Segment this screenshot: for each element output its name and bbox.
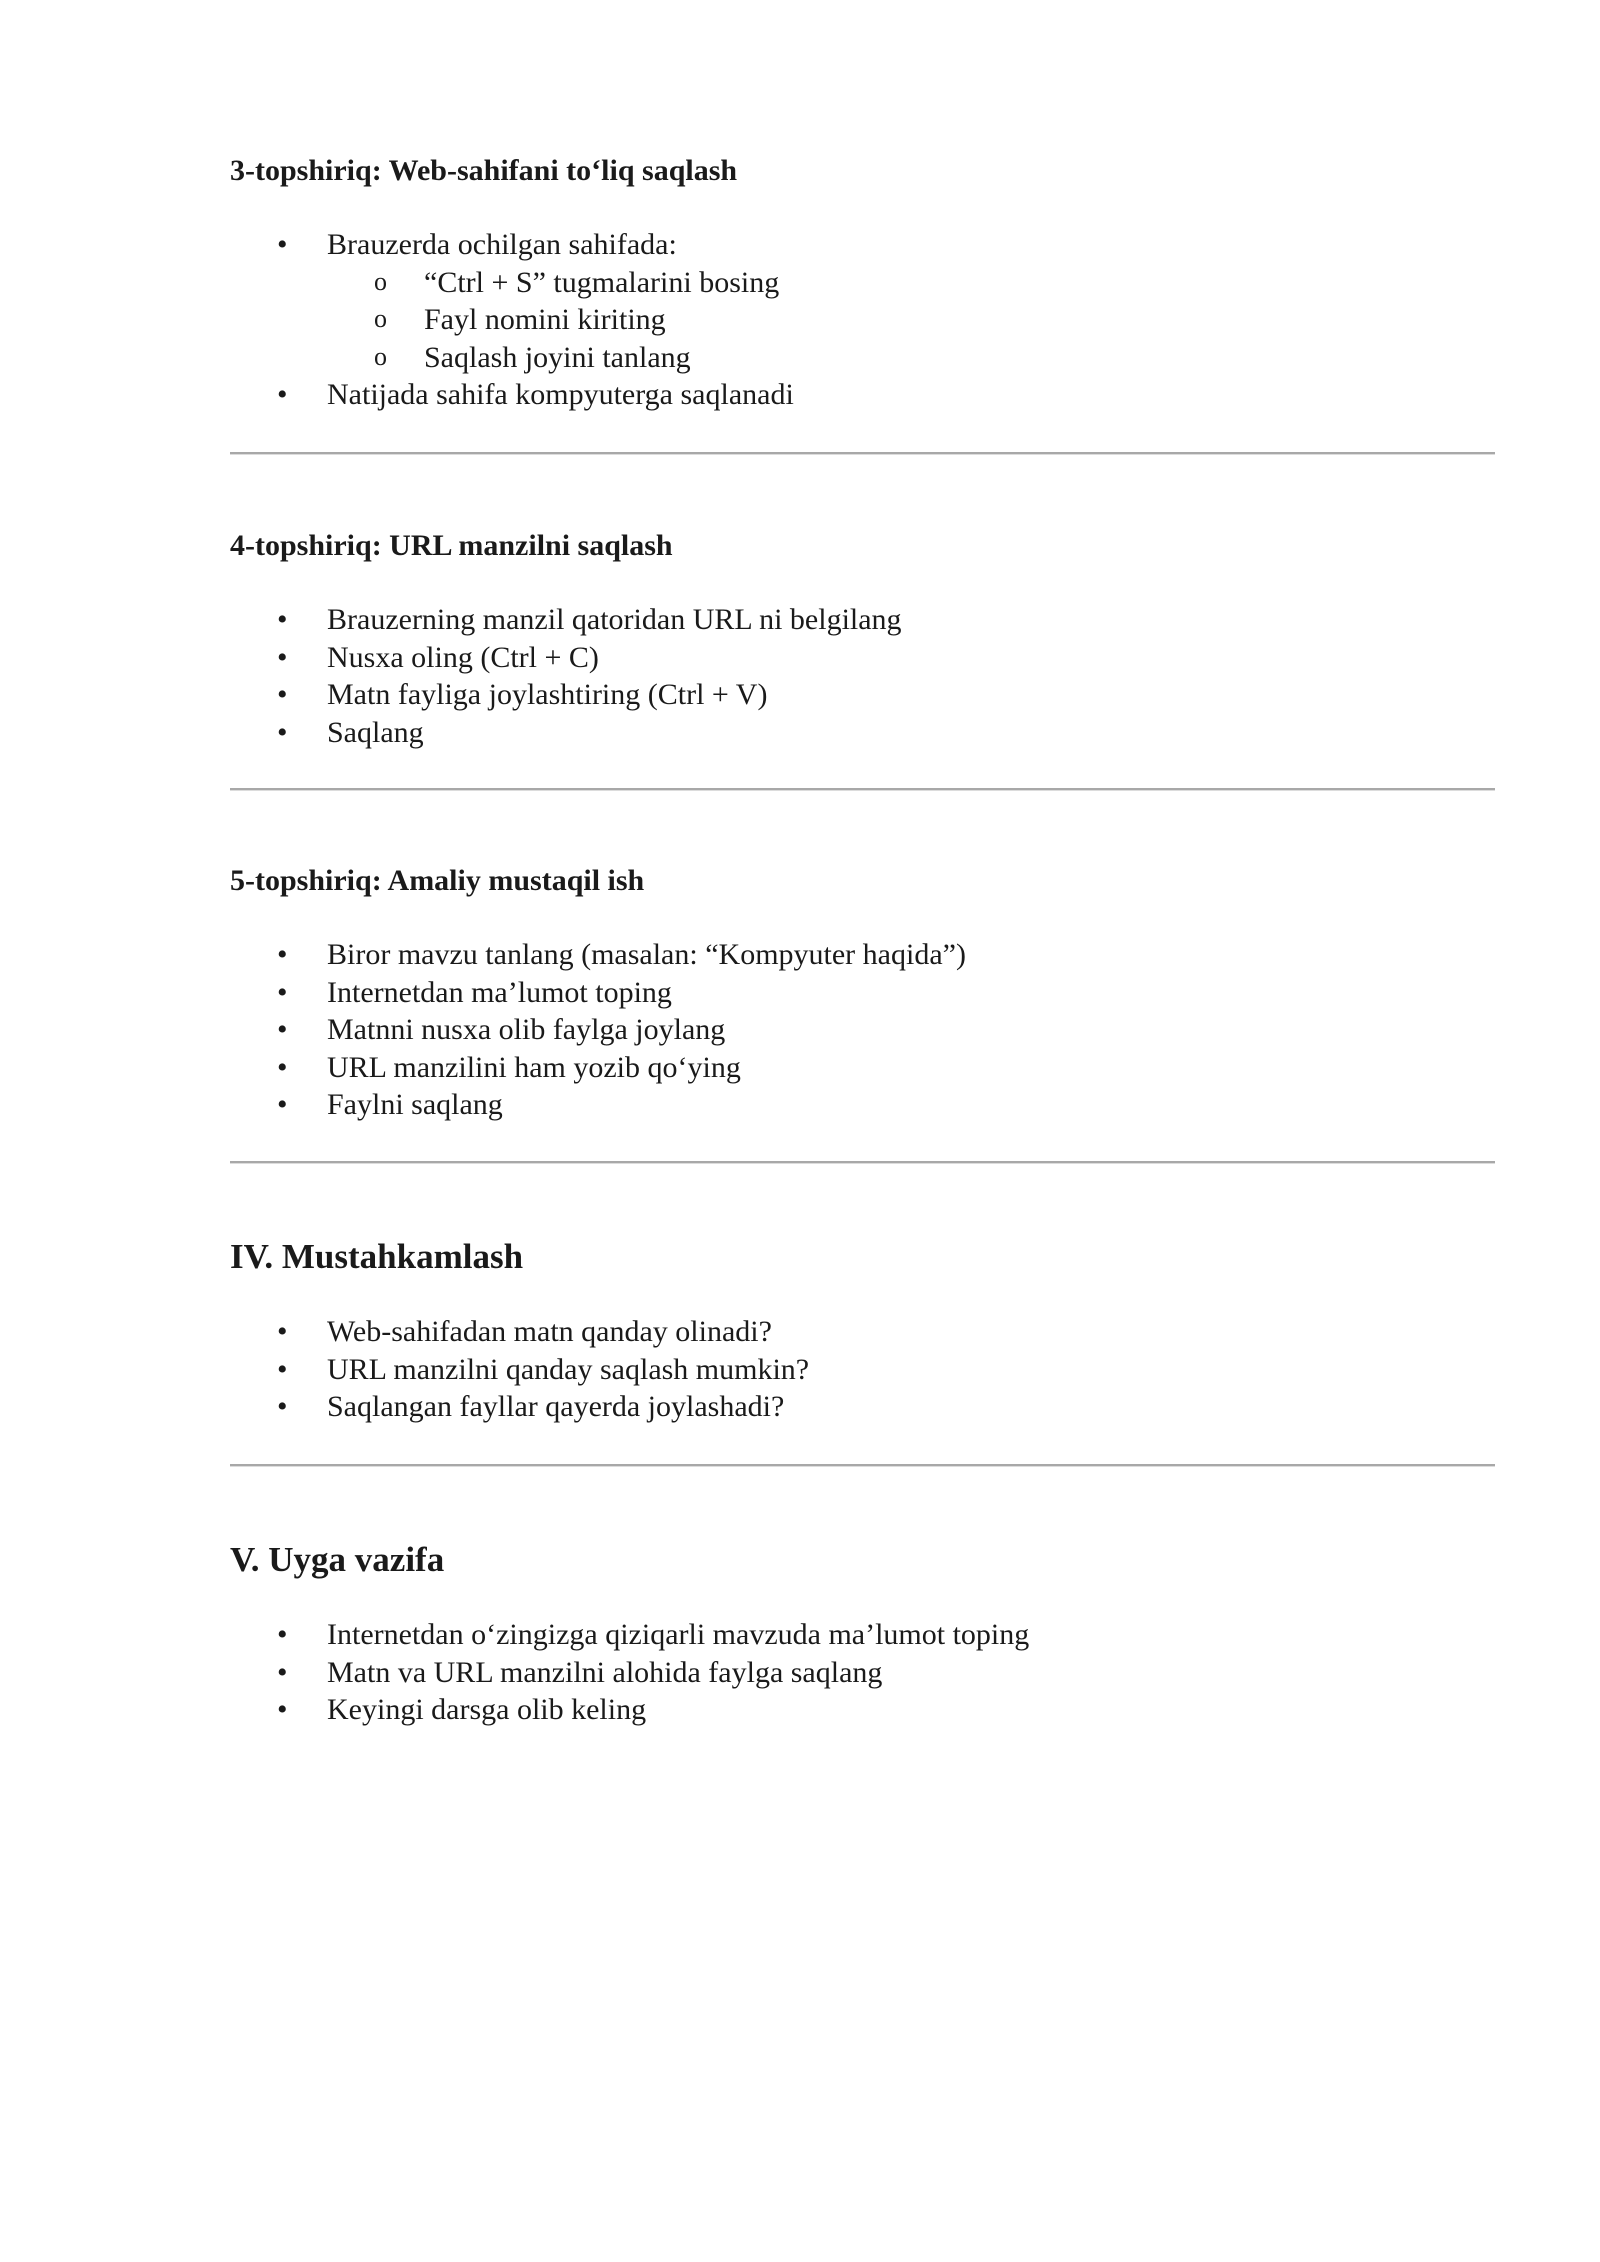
- list-item: • URL manzilini ham yozib qo‘ying: [230, 1049, 1495, 1087]
- task-3-list: [230, 226, 1495, 414]
- list-item-text: Brauzerda ochilgan sahifada:: [327, 228, 677, 261]
- list-item: • Natijada sahifa kompyuterga saqlanadi: [230, 376, 1495, 414]
- list-item: [230, 226, 1495, 376]
- list-item: • Saqlangan fayllar qayerda joylashadi?: [230, 1388, 1495, 1426]
- list-item: • Saqlang: [230, 714, 1495, 752]
- list-item: • Matn fayliga joylashtiring (Ctrl + V): [230, 676, 1495, 714]
- list-item: • Matn va URL manzilni alohida faylga saqlang: [230, 1654, 1495, 1692]
- section-5-title: V. Uyga vazifa: [230, 1540, 445, 1579]
- list-item: • Internetdan o‘zingizga qiziqarli mavzuda ma’lumot toping: [230, 1616, 1495, 1654]
- divider: [230, 788, 1495, 791]
- sublist-item: o Fayl nomini kiriting: [327, 301, 1495, 339]
- task-5-title: 5-topshiriq: Amaliy mustaqil ish: [230, 864, 645, 897]
- list-item: • Matnni nusxa olib faylga joylang: [230, 1011, 1495, 1049]
- task-3-section: [230, 152, 1495, 414]
- list-item: • Internetdan ma’lumot toping: [230, 974, 1495, 1012]
- list-item: • Faylni saqlang: [230, 1086, 1495, 1124]
- section-4-list: [230, 1313, 1495, 1426]
- divider: [230, 452, 1495, 455]
- task-3-sublist: [230, 264, 1495, 377]
- task-5-list: [230, 936, 1495, 1124]
- section-5-list: [230, 1616, 1495, 1729]
- task-5-section: [230, 862, 1495, 1124]
- list-item: • Keyingi darsga olib keling: [230, 1691, 1495, 1729]
- divider: [230, 1464, 1495, 1467]
- list-item: • Biror mavzu tanlang (masalan: “Kompyuter haqida”): [230, 936, 1495, 974]
- task-4-list: [230, 601, 1495, 751]
- section-4: [230, 1235, 1495, 1426]
- divider: [230, 1161, 1495, 1164]
- task-4-title: 4-topshiriq: URL manzilni saqlash: [230, 529, 673, 562]
- list-item: • URL manzilni qanday saqlash mumkin?: [230, 1351, 1495, 1389]
- section-4-title: IV. Mustahkamlash: [230, 1237, 524, 1276]
- sublist-item: o Saqlash joyini tanlang: [327, 339, 1495, 377]
- list-item: • Nusxa oling (Ctrl + C): [230, 639, 1495, 677]
- task-3-title: 3-topshiriq: Web-sahifani to‘liq saqlash: [230, 154, 738, 187]
- section-5: [230, 1538, 1495, 1729]
- list-item: • Web-sahifadan matn qanday olinadi?: [230, 1313, 1495, 1351]
- list-item: • Brauzerning manzil qatoridan URL ni belgilang: [230, 601, 1495, 639]
- task-4-section: [230, 527, 1495, 751]
- sublist-item: o “Ctrl + S” tugmalarini bosing: [327, 264, 1495, 302]
